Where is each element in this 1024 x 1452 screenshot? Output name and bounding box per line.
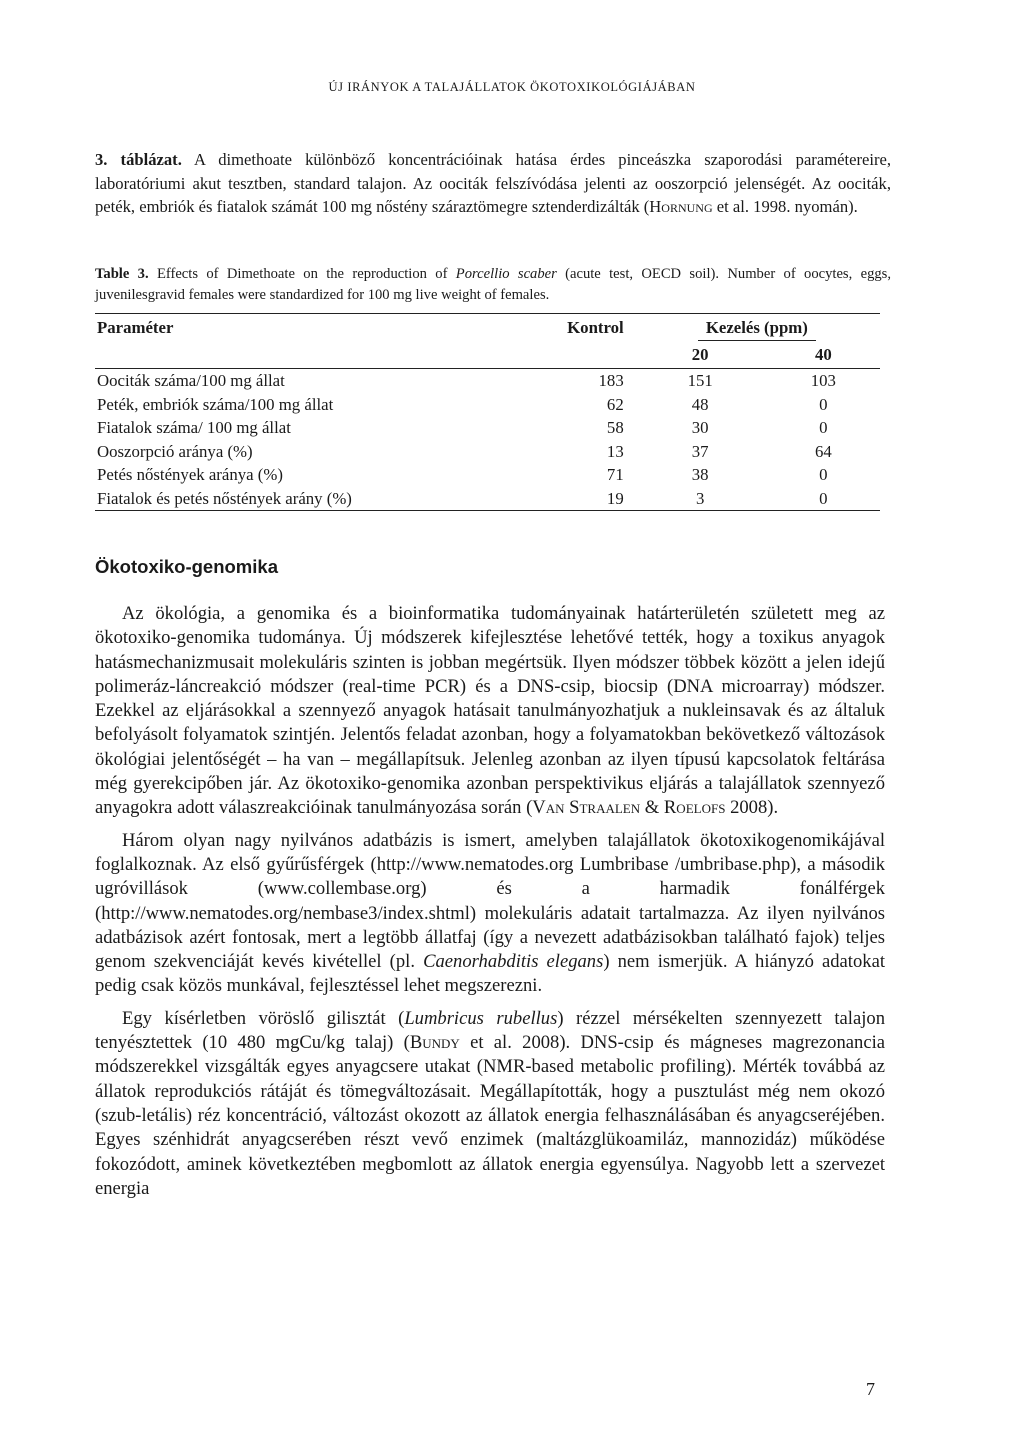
species-name: Caenorhabditis elegans xyxy=(423,951,604,973)
citation-author-3: Bundy xyxy=(409,1032,460,1054)
table-row xyxy=(95,487,880,511)
paragraph-2-text-2: ) nem ismerjük. A hiányzó adatokat pedig csak közös munkával, fejlesztéssel lehet megszerezni. xyxy=(95,951,885,997)
table-row xyxy=(95,369,880,393)
caption-author: Hornung xyxy=(649,197,713,216)
cell-dose-40: 0 xyxy=(767,487,880,511)
table-subheader-row xyxy=(95,342,880,369)
header-kezeles xyxy=(634,314,880,343)
header-dose-40: 40 xyxy=(767,342,880,369)
caption-en-label: Table 3. xyxy=(95,266,149,282)
cell-parameter: Petés nőstények aránya (%) xyxy=(97,465,283,484)
table-row xyxy=(95,416,880,440)
header-parameter: Paraméter xyxy=(95,314,485,343)
cell-kontrol: 62 xyxy=(606,394,624,414)
paragraph-3-text: Egy kísérletben vöröslő gilisztát ( xyxy=(122,1007,405,1029)
subheader-empty xyxy=(95,342,485,369)
cell-kontrol: 58 xyxy=(606,418,624,437)
caption-en-text-end: (acute test, OECD soil). Number of oocytes, eggs, juvenilesgravid females were standardized for 100 mg live weight of females. xyxy=(95,266,891,303)
cell-dose-40: 103 xyxy=(810,371,836,390)
caption-text: A dimethoate különböző koncentrációinak hatása érdes pinceászka szaporodási paramétereire, laboratóriumi akut tesztben, standard talajon. Az oociták felszívódása jelenti az ooszorpció jelenségét. Az oociták, peték, embriók és fiatalok számát 100 mg nőstény száraztömegre sztenderdizálták ( xyxy=(95,150,891,216)
cell-kontrol: 183 xyxy=(598,371,624,390)
header-dose-20: 20 xyxy=(634,342,767,369)
paragraph-1 xyxy=(95,602,885,821)
table-header-row xyxy=(95,314,880,343)
cell-dose-40: 0 xyxy=(819,418,828,437)
header-kezeles-label: Kezelés (ppm) xyxy=(698,316,816,341)
cell-parameter: Fiatalok és petés nőstények arány (%) xyxy=(95,487,485,511)
body-text xyxy=(95,602,885,1209)
caption-label: 3. táblázat. xyxy=(95,150,182,169)
cell-dose-20: 37 xyxy=(691,441,709,461)
header-kontrol: Kontrol xyxy=(485,314,633,343)
table-row xyxy=(95,463,880,487)
cell-dose-20: 48 xyxy=(691,394,709,414)
results-table xyxy=(95,313,880,511)
running-head: ÚJ IRÁNYOK A TALAJÁLLATOK ÖKOTOXIKOLÓGIÁJÁBAN xyxy=(328,80,696,94)
table-caption-english xyxy=(95,264,891,306)
cell-kontrol: 19 xyxy=(485,487,633,511)
caption-en-text: Effects of Dimethoate on the reproduction of xyxy=(148,266,456,282)
table-caption-hungarian xyxy=(95,148,891,219)
cell-parameter: Oociták száma/100 mg állat xyxy=(97,371,285,390)
cell-dose-20: 151 xyxy=(687,371,713,390)
citation-author-1: Van Straalen xyxy=(532,797,641,819)
caption-en-species: Porcellio scaber xyxy=(455,266,557,282)
paragraph-3-text-2: ) rézzel mérsékelten szennyezett talajon tenyésztettek (10 480 mgCu/kg talaj) ( xyxy=(95,1007,885,1054)
table-body xyxy=(95,369,880,511)
subheader-empty-2 xyxy=(485,342,633,369)
paragraph-2-text: Három olyan nagy nyilvános adatbázis is ismert, amelyben talajállatok ökotoxikogenomikájával foglalkoznak. Az első gyűrűsférgek (http://www.nematodes.org Lumbribase /umbribase.php), a második ugróvillások (www.collembase.org) és a harmadik fonálférgek (http://www.nematodes.org/nembase3/index.shtml) molekuláris adatait tartalmazza. Az ilyen nyilvános adatbázisok azért fontosak, mert a legtöbb állatfaj (így a nevezett adatbázisokban található fajok) teljes genom szekvenciáját kevés kivétellel (pl. xyxy=(95,829,885,973)
page-number: 7 xyxy=(866,1379,875,1399)
paragraph-2 xyxy=(95,829,885,999)
cell-dose-40: 0 xyxy=(819,394,828,414)
cell-dose-20: 38 xyxy=(691,465,709,484)
paragraph-1-text-2: & xyxy=(640,797,664,819)
cell-dose-40: 0 xyxy=(819,465,828,484)
table-row xyxy=(95,393,880,417)
paragraph-3 xyxy=(95,1007,885,1201)
cell-parameter: Fiatalok száma/ 100 mg állat xyxy=(97,418,291,437)
caption-text-end: et al. 1998. nyomán). xyxy=(712,197,858,216)
cell-kontrol: 13 xyxy=(606,441,624,461)
paragraph-1-text: Az ökológia, a genomika és a bioinformatika tudományainak határterületén született meg az ökotoxiko-genomika tudománya. Új módszerek kifejlesztése lehetővé tették, hogy a toxikus anyagok hatásmechanizmusait molekuláris szinten is jobban megértsük. Ilyen módszer többek között a jelen idejű polimeráz-láncreakció módszer (real-time PCR) és a DNS-csip, biocsip (DNA microarray) módszer. Ezekkel az eljárásokkal a szennyező anyagok hatásait tanulmányozhatjuk a nukleinsavak és az általuk befolyásolt folyamatok szintjén. Jelentős feladat azonban, hogy a folyamatokban bekövetkező változások ökológiai jelentőségét – ha van – megállapítsuk. Jelenleg azonban az ilyen típusú kapcsolatok feltárása még gyerekcipőben jár. Az ökotoxiko-genomika azonban perspektivikus eljárás a talajállatok szennyező anyagokra adott válaszreakcióinak tanulmányozása során ( xyxy=(95,603,885,819)
cell-dose-20: 30 xyxy=(691,418,709,437)
citation-author-2: Roelofs xyxy=(663,797,726,819)
cell-parameter: Ooszorpció aránya (%) xyxy=(97,441,253,461)
cell-dose-20: 3 xyxy=(634,487,767,511)
paragraph-3-text-3: et al. 2008). DNS-csip és mágneses magrezonancia módszerekkel vizsgálták egyes anyagcsere utakat (NMR-based metabolic profiling). Mérték továbbá az állatok reprodukciós rátáját és tömegváltozásait. Megállapították, hogy a pusztulást még nem okozó (szub-letális) réz koncentráció, változást okozott az állatok energia felhasználásában és anyagcseréjében. Egyes szénhidrát anyagcserében részt vevő enzimek (maltázglükoamiláz, mannozidáz) működése fokozódott, aminek következtében megbomlott az állatok energia egyensúlya. Nagyobb lett a szervezet energia xyxy=(95,1032,885,1199)
paragraph-1-text-3: 2008). xyxy=(725,797,779,819)
cell-kontrol: 71 xyxy=(606,465,624,484)
cell-parameter: Peték, embriók száma/100 mg állat xyxy=(97,394,334,414)
section-title: Ökotoxiko-genomika xyxy=(95,556,278,577)
species-name-2: Lumbricus rubellus xyxy=(404,1007,558,1029)
cell-dose-40: 64 xyxy=(814,441,832,461)
table-row xyxy=(95,440,880,464)
